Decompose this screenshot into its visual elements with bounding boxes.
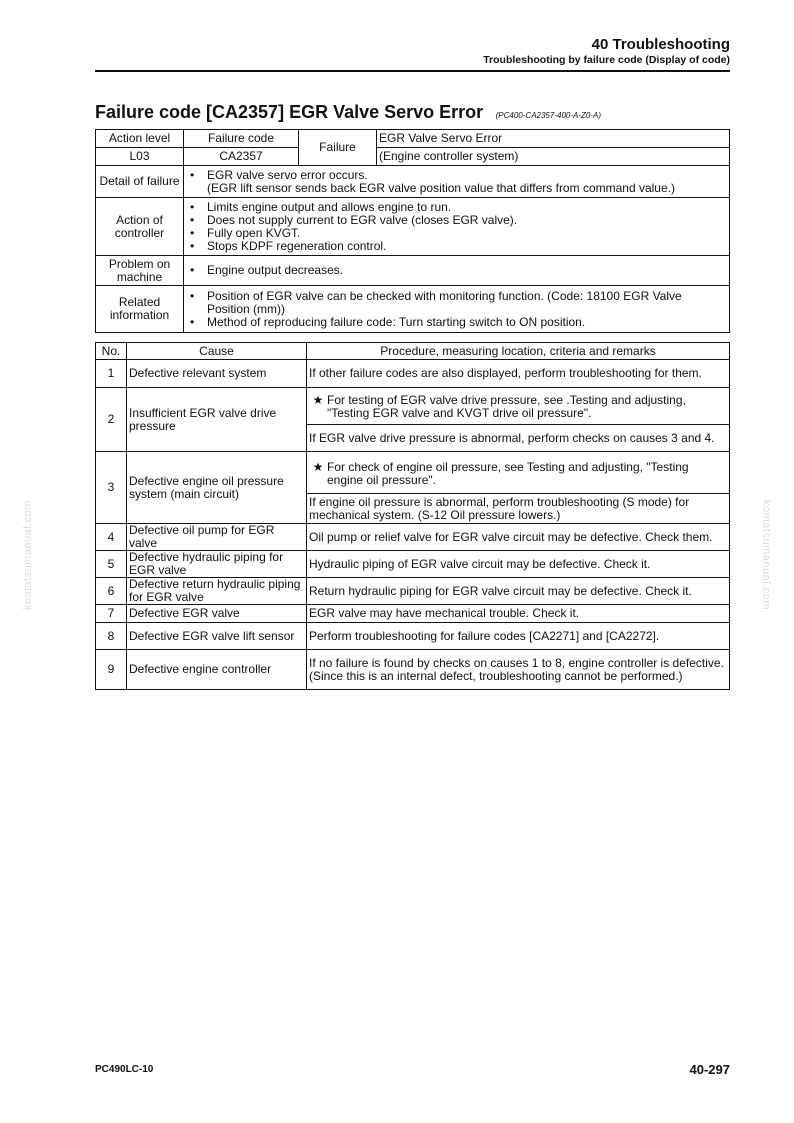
table-row [96, 605, 730, 623]
table-row [96, 360, 730, 388]
table-row [96, 524, 730, 551]
table-row [96, 388, 730, 425]
remarks: EGR valve may have mechanical trouble. Check it. [307, 605, 730, 623]
cause-number: 7 [96, 605, 127, 623]
cause-number: 5 [96, 551, 127, 578]
failure-code-title: Failure code [CA2357] EGR Valve Servo Error [95, 102, 484, 122]
failure-info-table [95, 129, 730, 333]
bullet-text: EGR valve servo error occurs. (EGR lift sensor sends back EGR valve position value that differs from command value.) [207, 167, 675, 195]
related-information-label: Related information [96, 286, 184, 333]
detail-of-failure-label: Detail of failure [96, 166, 184, 198]
watermark-left: komatsumanual.com [22, 500, 34, 610]
problem-on-machine [184, 256, 730, 286]
remarks: Return hydraulic piping for EGR valve circuit may be defective. Check it. [307, 578, 730, 605]
action-of-controller-label: Action of controller [96, 198, 184, 256]
bullet-icon: • [190, 288, 195, 303]
cause-number: 1 [96, 360, 127, 388]
section-title: Troubleshooting by failure code (Display of code) [483, 54, 730, 66]
table-row [96, 623, 730, 650]
bullet-icon: • [190, 225, 195, 240]
remarks: Hydraulic piping of EGR valve circuit may be defective. Check it. [307, 551, 730, 578]
bullet-item [190, 227, 727, 240]
note-text: For check of engine oil pressure, see Testing and adjusting, "Testing engine oil pressure". [327, 459, 689, 487]
remarks: If other failure codes are also displayed, perform troubleshooting for them. [307, 360, 730, 388]
bullet-text: Position of EGR valve can be checked with monitoring function. (Code: 18100 EGR Valve Position (mm)) [207, 288, 682, 316]
cause-text: Defective EGR valve [127, 605, 307, 623]
header-no: No. [96, 343, 127, 360]
action-level-value: L03 [96, 148, 184, 166]
table-row [96, 578, 730, 605]
failure-header: Failure [299, 130, 377, 166]
page-title [95, 102, 601, 123]
bullet-icon: • [190, 263, 195, 277]
cause-number: 2 [96, 388, 127, 452]
watermark-right: komatsumanual.com [760, 500, 772, 610]
cause-number: 3 [96, 452, 127, 524]
header-divider [95, 70, 730, 72]
cause-text: Defective relevant system [127, 360, 307, 388]
cause-text: Defective oil pump for EGR valve [127, 524, 307, 551]
bullet-item [190, 201, 727, 214]
bullet-text: Stops KDPF regeneration control. [207, 238, 387, 253]
failure-system: (Engine controller system) [377, 148, 730, 166]
bullet-icon: • [190, 314, 195, 329]
action-level-header: Action level [96, 130, 184, 148]
action-of-controller [184, 198, 730, 256]
document-id: (PC400-CA2357-400-A-Z0-A) [495, 111, 601, 120]
page-number: 40-297 [689, 1062, 730, 1077]
cause-text: Defective hydraulic piping for EGR valve [127, 551, 307, 578]
bullet-text: Limits engine output and allows engine to run. [207, 199, 452, 214]
failure-code-value: CA2357 [184, 148, 299, 166]
chapter-title: 40 Troubleshooting [591, 36, 730, 53]
cause-text: Defective EGR valve lift sensor [127, 623, 307, 650]
bullet-icon: • [190, 212, 195, 227]
detail-of-failure [184, 166, 730, 198]
bullet-item [190, 264, 727, 277]
problem-on-machine-label: Problem on machine [96, 256, 184, 286]
table-row [96, 452, 730, 494]
note-text: For testing of EGR valve drive pressure, see .Testing and adjusting, "Testing EGR valve and KVGT drive oil pressure". [327, 393, 686, 420]
star-icon: ★ [312, 393, 324, 407]
cause-number: 4 [96, 524, 127, 551]
cause-number: 6 [96, 578, 127, 605]
failure-code-header: Failure code [184, 130, 299, 148]
remarks: Oil pump or relief valve for EGR valve circuit may be defective. Check them. [307, 524, 730, 551]
header-procedure: Procedure, measuring location, criteria and remarks [307, 343, 730, 360]
table-row [96, 650, 730, 690]
cause-number: 9 [96, 650, 127, 690]
bullet-item [190, 240, 727, 253]
bullet-icon: • [190, 199, 195, 214]
cause-text: Defective engine oil pressure system (main circuit) [127, 452, 307, 524]
related-information [184, 286, 730, 333]
remarks: If no failure is found by checks on causes 1 to 8, engine controller is defective. (Since this is an internal defect, troubleshooting cannot be performed.) [307, 650, 730, 690]
bullet-text: Does not supply current to EGR valve (closes EGR valve). [207, 212, 518, 227]
header-cause: Cause [127, 343, 307, 360]
cause-text: Defective engine controller [127, 650, 307, 690]
cause-text: Insufficient EGR valve drive pressure [127, 388, 307, 452]
bullet-item [190, 290, 727, 316]
star-icon: ★ [312, 459, 324, 474]
failure-name: EGR Valve Servo Error [377, 130, 730, 148]
bullet-text: Fully open KVGT. [207, 225, 301, 240]
remarks: If engine oil pressure is abnormal, perform troubleshooting (S mode) for mechanical system. (S-12 Oil pressure lowers.) [307, 494, 730, 524]
bullet-item [190, 316, 727, 329]
model-number: PC490LC-10 [95, 1064, 154, 1075]
bullet-icon: • [190, 167, 195, 182]
remarks: Perform troubleshooting for failure codes [CA2271] and [CA2272]. [307, 623, 730, 650]
bullet-item [190, 169, 727, 195]
bullet-text: Method of reproducing failure code: Turn starting switch to ON position. [207, 314, 586, 329]
cause-text: Defective return hydraulic piping for EGR valve [127, 578, 307, 605]
table-row [96, 551, 730, 578]
bullet-item [190, 214, 727, 227]
cause-table [95, 342, 730, 690]
remarks [307, 452, 730, 494]
bullet-text: Engine output decreases. [207, 263, 344, 277]
bullet-icon: • [190, 238, 195, 253]
cause-number: 8 [96, 623, 127, 650]
remarks [307, 388, 730, 425]
remarks: If EGR valve drive pressure is abnormal, perform checks on causes 3 and 4. [307, 425, 730, 452]
